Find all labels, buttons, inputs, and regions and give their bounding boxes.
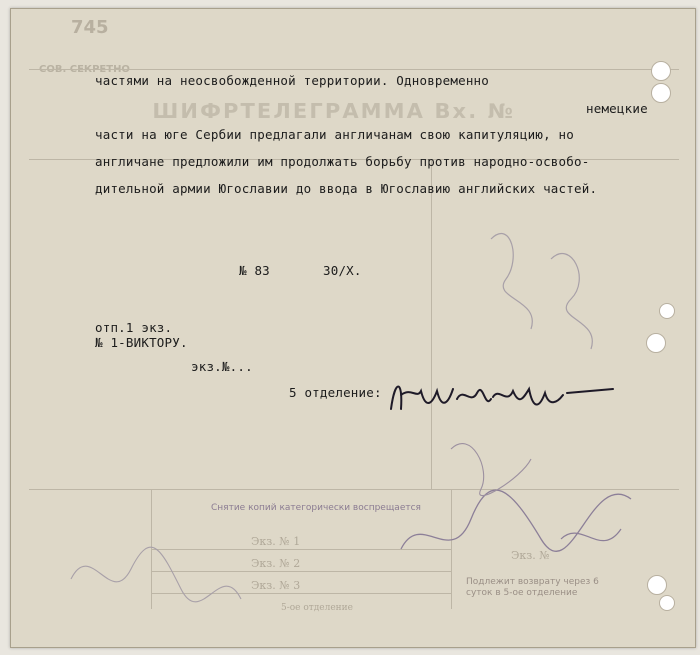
form-rule <box>29 69 679 70</box>
return-note: Подлежит возврату через 6 суток в 5-ое отделение <box>466 577 599 598</box>
body-line: частями на неосвобожденной территории. Одновременно <box>95 73 490 88</box>
dept-label: 5-ое отделение <box>281 603 354 613</box>
body-line: части на юге Сербии предлагали англичанам свою капитуляцию, но <box>95 127 574 142</box>
copy-number: экз.№... <box>191 359 253 374</box>
archive-number: 745 <box>71 17 109 38</box>
pencil-annotation <box>51 519 251 629</box>
pencil-annotation <box>451 199 651 379</box>
punch-hole <box>647 575 667 595</box>
message-date: 30/Х. <box>323 263 362 278</box>
punch-hole <box>651 61 671 81</box>
signature <box>381 369 621 429</box>
document-sheet <box>10 8 696 648</box>
copy-row: Экз. № 3 <box>251 579 301 592</box>
pencil-annotation <box>391 429 651 619</box>
form-title: ШИФРТЕЛЕГРАММА Вх. № <box>152 99 516 123</box>
right-copy-label: Экз. № <box>511 549 550 562</box>
punch-hole <box>646 333 666 353</box>
message-number: № 83 <box>239 263 270 278</box>
distribution-recipient: № 1-ВИКТОРУ. <box>95 335 188 350</box>
punch-hole <box>659 595 675 611</box>
distribution-copies: отп.1 экз. <box>95 320 173 335</box>
copy-row: Экз. № 2 <box>251 557 301 570</box>
body-line: дительной армии Югославии до ввода в Югославию английских частей. <box>95 181 598 196</box>
copying-note: Снятие копий категорически воспрещается <box>211 503 421 513</box>
body-line: англичане предложили им продолжать борьбу против народно-освобо- <box>95 154 590 169</box>
body-line: немецкие <box>586 101 648 116</box>
punch-hole <box>651 83 671 103</box>
copy-row: Экз. № 1 <box>251 535 301 548</box>
punch-hole <box>659 303 675 319</box>
section-label: 5 отделение: <box>289 385 382 400</box>
